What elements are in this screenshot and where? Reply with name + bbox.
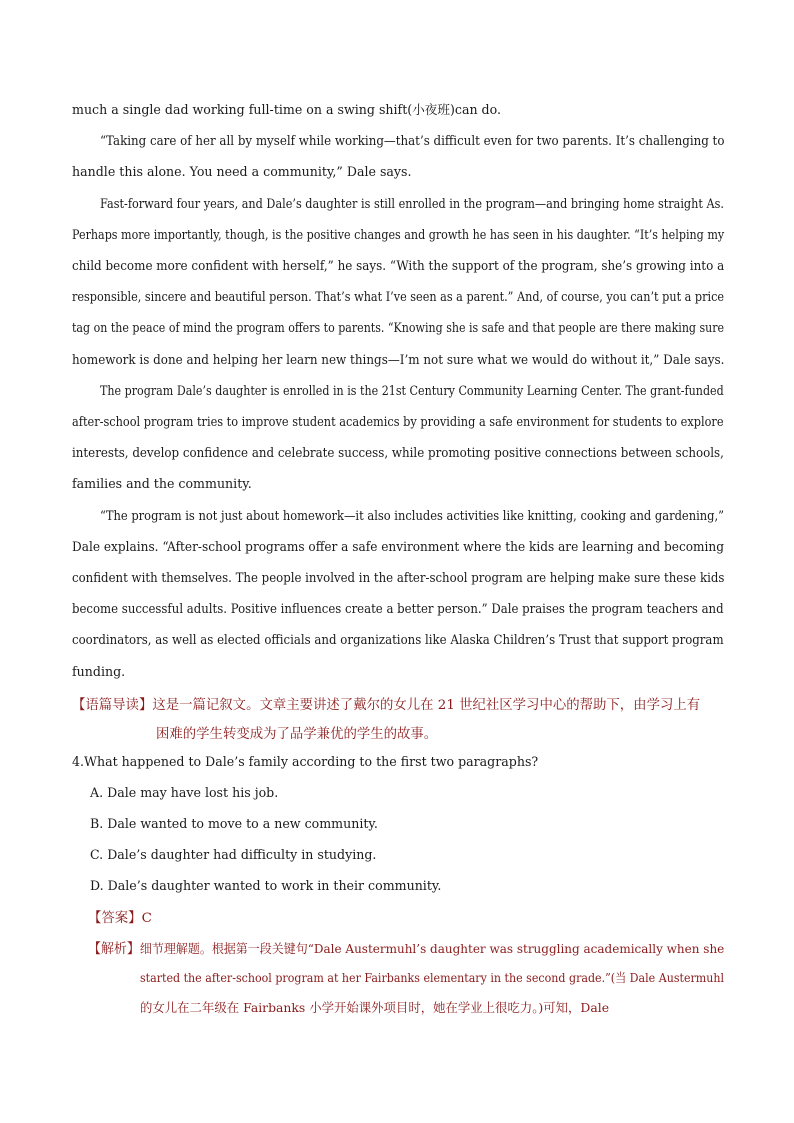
article-line: become successful adults. Positive influences create a better person.” Dale praises the program teachers and [72,601,724,616]
article-line: “Taking care of her all by myself while working—that’s difficult even for two parents. It’s challenging to [100,133,725,148]
article-line: much a single dad working full-time on a swing shift(小夜班)can do. [72,102,501,117]
article-line: confident with themselves. The people involved in the after-school program are helping make sure these kids [72,570,725,585]
question-stem: 4.What happened to Dale’s family according to the first two paragraphs? [72,754,539,769]
analysis-text-2: started the after-school program at her Fairbanks elementary in the second grade.”(当 Dale Austermuhl [140,970,725,985]
article-line: tag on the peace of mind the program offers to parents. “Knowing she is safe and that people are there making sure [72,320,725,335]
article-line: homework is done and helping her learn new things—I’m not sure what we would do without it,” Dale says. [72,352,725,367]
article-line: families and the community. [72,476,252,491]
article-line: Fast-forward four years, and Dale’s daughter is still enrolled in the program—and bringing home straight As. [100,196,724,211]
option-b: B. Dale wanted to move to a new community. [90,816,378,831]
article-line: interests, develop confidence and celebrate success, while promoting positive connections between schools, [72,445,724,460]
analysis-text-3: 的女儿在二年级在 Fairbanks 小学开始课外项目时，她在学业上很吃力。)可知，Dale [140,1000,610,1015]
article-line: Dale explains. “After-school programs offer a safe environment where the kids are learning and becoming [72,539,725,554]
article-line: after-school program tries to improve student academics by providing a safe environment for students to explore [72,414,724,429]
article-line: child become more confident with herself,” he says. “With the support of the program, she’s growing into a [72,258,725,273]
article-line: Perhaps more importantly, though, is the positive changes and growth he has seen in his daughter. “It’s helping my [72,227,725,242]
option-a: A. Dale may have lost his job. [90,785,279,800]
option-c: C. Dale’s daughter had difficulty in studying. [90,847,377,862]
article-line: “The program is not just about homework—it also includes activities like knitting, cooking and gardening,” [100,508,725,523]
article-line: The program Dale’s daughter is enrolled in is the 21st Century Community Learning Center. The grant-funded [100,383,724,398]
answer-line [88,912,152,925]
guide-text-1: 这是一篇记叙文。文章主要讲述了戴尔的女儿在 21 世纪社区学习中心的帮助下，由学习上有 [152,698,701,713]
answer-value: C [141,911,152,926]
guide-tag: 【语篇导读】 [72,698,153,713]
article-line: funding. [72,664,126,679]
analysis-text-1: 细节理解题。根据第一段关键句“Dale Austermuhl’s daughter was struggling academically when she [139,941,725,956]
guide-line-1 [72,699,700,712]
guide-text-2: 困难的学生转变成为了品学兼优的学生的故事。 [156,727,438,742]
analysis-tag: 【解析】 [88,942,140,957]
option-d: D. Dale’s daughter wanted to work in their community. [90,878,442,893]
article-line: handle this alone. You need a community,” Dale says. [72,164,412,179]
answer-tag: 【答案】 [88,911,142,926]
article-line: coordinators, as well as elected officials and organizations like Alaska Children’s Trust that support program [72,632,724,647]
article-line: responsible, sincere and beautiful person. That’s what I’ve seen as a parent.” And, of course, you can’t put a price [72,289,725,304]
analysis-line-1 [88,943,724,956]
